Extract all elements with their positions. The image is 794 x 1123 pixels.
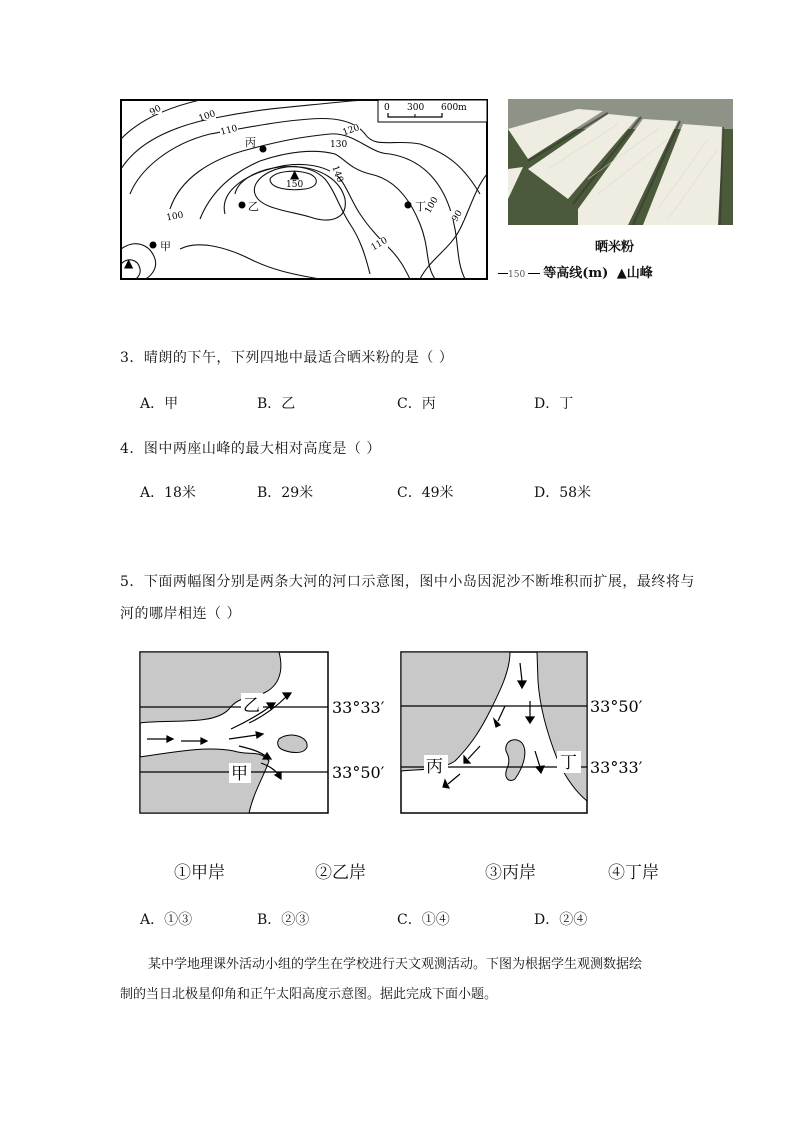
contour-label: 110 — [219, 123, 239, 138]
contour-label: 150 — [286, 180, 304, 190]
question-4-stem: 4．图中两座山峰的最大相对高度是（ ） — [120, 441, 381, 457]
bank-option-4: ④丁岸 — [608, 863, 659, 883]
bank-option-3: ③丙岸 — [485, 863, 536, 883]
question-5-stem-line1: 5．下面两幅图分别是两条大河的河口示意图，图中小岛因泥沙不断堆积而扩展，最终将与 — [120, 574, 695, 590]
scale-label-600: 600m — [441, 103, 467, 113]
question-3-stem: 3．晴朗的下午，下列四地中最适合晒米粉的是（ ） — [120, 350, 454, 366]
legend-line-value: 150 — [508, 270, 526, 280]
map-legend — [498, 262, 653, 281]
bank-label-jia: 甲 — [231, 764, 248, 784]
q5-option-c[interactable]: C．①④ — [397, 912, 450, 928]
q5-option-a[interactable]: A．①③ — [140, 912, 193, 928]
lat-label-bottom: 33°33′ — [590, 758, 643, 777]
legend-peak-text: 山峰 — [626, 266, 653, 281]
bank-label-yi: 乙 — [243, 696, 260, 716]
contour-label: 90 — [450, 208, 465, 224]
peak-icon: ▲ — [290, 167, 300, 181]
contour-label: 100 — [197, 109, 218, 125]
q5-option-b[interactable]: B．②③ — [257, 912, 310, 928]
contour-label: 100 — [423, 195, 441, 216]
lat-label-top: 33°50′ — [590, 697, 643, 716]
contour-label: 100 — [165, 210, 185, 224]
bank-label-ding: 丁 — [560, 753, 577, 773]
bank-label-bing: 丙 — [426, 757, 443, 777]
bank-option-2: ②乙岸 — [315, 863, 366, 883]
q5-option-d[interactable]: D．②④ — [534, 912, 588, 928]
place-ding: 丁 — [415, 200, 426, 213]
lat-label-top: 33°33′ — [332, 698, 385, 717]
estuary-map-right — [400, 651, 660, 814]
contour-label: 140 — [329, 164, 345, 184]
q4-option-c[interactable]: C．49米 — [397, 485, 454, 501]
q4-option-d[interactable]: D．58米 — [534, 485, 592, 501]
place-yi: 乙 — [248, 200, 259, 213]
contour-label: 90 — [148, 103, 164, 119]
bank-option-1: ①甲岸 — [174, 863, 225, 883]
contour-label: 110 — [369, 235, 390, 254]
legend-peak-icon: ▲ — [616, 266, 627, 281]
contour-label: 120 — [341, 123, 362, 139]
q3-option-c[interactable]: C．丙 — [397, 396, 436, 412]
question-5-stem-line2: 河的哪岸相连（ ） — [120, 606, 241, 622]
passage-line-2: 制的当日北极星仰角和正午太阳高度示意图。据此完成下面小题。 — [120, 987, 498, 1002]
contour-map — [120, 99, 488, 280]
q3-option-b[interactable]: B．乙 — [257, 396, 296, 412]
q4-option-b[interactable]: B．29米 — [257, 485, 314, 501]
rice-noodle-photo — [508, 99, 733, 225]
q3-option-a[interactable]: A．甲 — [140, 396, 179, 412]
peak-icon: ▲ — [124, 256, 134, 270]
passage-line-1: 某中学地理课外活动小组的学生在学校进行天文观测活动。下图为根据学生观测数据绘 — [148, 957, 643, 972]
scale-label-0: 0 — [384, 103, 390, 113]
scale-label-300: 300 — [407, 103, 425, 113]
place-jia: 甲 — [160, 240, 171, 253]
photo-caption: 晒米粉 — [595, 240, 635, 255]
legend-contour-text: 等高线(m) — [543, 266, 609, 281]
q4-option-a[interactable]: A．18米 — [140, 485, 196, 501]
estuary-map-left — [139, 651, 399, 814]
q3-option-d[interactable]: D．丁 — [534, 396, 574, 412]
place-bing: 丙 — [245, 136, 256, 149]
contour-label: 130 — [330, 140, 348, 150]
scale-bar — [378, 100, 487, 122]
lat-label-bottom: 33°50′ — [332, 763, 385, 782]
